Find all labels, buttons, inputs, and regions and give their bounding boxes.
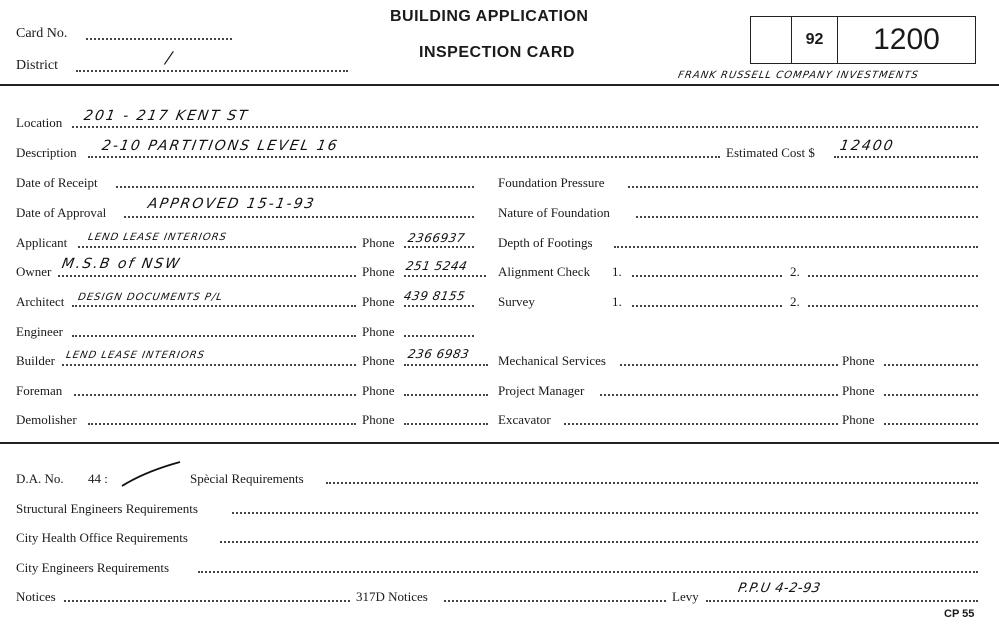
- architect-value: DESIGN DOCUMENTS P/L: [77, 292, 224, 303]
- mechanical-services-label: Mechanical Services: [498, 353, 606, 368]
- health-requirements-leader: [220, 541, 978, 543]
- foreman-leader: [74, 394, 356, 396]
- excavator-leader: [564, 423, 838, 425]
- mechanical-services-phone-label: Phone: [842, 353, 875, 368]
- project-manager-label: Project Manager: [498, 383, 585, 398]
- architect-phone-leader: [404, 305, 474, 307]
- location-label: Location: [16, 115, 63, 130]
- survey-2-leader: [808, 305, 978, 307]
- demolisher-phone-label: Phone: [362, 412, 395, 427]
- builder-value: LEND LEASE INTERIORS: [65, 350, 206, 361]
- alignment-check-label: Alignment Check: [498, 264, 591, 279]
- engineer-phone-label: Phone: [362, 324, 395, 339]
- engineer-leader: [72, 335, 356, 337]
- owner-label: Owner: [16, 264, 52, 279]
- project-manager-phone-leader: [884, 394, 978, 396]
- date-of-approval-leader: [124, 216, 474, 218]
- notices-leader: [64, 600, 350, 602]
- form-code: CP 55: [944, 608, 975, 620]
- district-value: /: [164, 48, 176, 67]
- location-value: 201 - 217 KENT ST: [82, 108, 251, 124]
- demolisher-label: Demolisher: [16, 412, 77, 427]
- applicant-phone: 2366937: [406, 231, 467, 245]
- date-of-receipt-label: Date of Receipt: [16, 175, 98, 190]
- foreman-label: Foreman: [16, 383, 63, 398]
- applicant-leader: [78, 246, 356, 248]
- nature-of-foundation-leader: [636, 216, 978, 218]
- alignment-check-1: 1.: [612, 264, 622, 279]
- builder-phone: 236 6983: [406, 347, 471, 361]
- owner-leader: [58, 275, 356, 277]
- demolisher-leader: [88, 423, 356, 425]
- district-leader: [76, 70, 348, 72]
- title-line-1: BUILDING APPLICATION: [390, 8, 589, 25]
- da-no-slash-mark: [118, 460, 184, 490]
- city-engineers-requirements-label: City Engineers Requirements: [16, 560, 170, 575]
- levy-label: Levy: [672, 589, 699, 604]
- architect-phone-label: Phone: [362, 294, 395, 309]
- notices-label: Notices: [16, 589, 56, 604]
- card-no-label: Card No.: [16, 26, 68, 41]
- builder-label: Builder: [16, 353, 55, 368]
- location-leader: [72, 126, 978, 128]
- excavator-label: Excavator: [498, 412, 551, 427]
- applicant-label: Applicant: [16, 235, 68, 250]
- special-requirements-leader: [326, 482, 978, 484]
- city-engineers-requirements-leader: [198, 571, 978, 573]
- header-rule: [0, 84, 999, 86]
- mechanical-services-phone-leader: [884, 364, 978, 366]
- structural-requirements-label: Structural Engineers Requirements: [16, 501, 198, 516]
- applicant-phone-leader: [404, 246, 474, 248]
- survey-label: Survey: [498, 294, 535, 309]
- district-label: District: [16, 58, 58, 73]
- card-no-leader: [86, 38, 232, 40]
- owner-phone-label: Phone: [362, 264, 395, 279]
- foreman-phone-label: Phone: [362, 383, 395, 398]
- foundation-pressure-leader: [628, 186, 978, 188]
- mechanical-services-leader: [620, 364, 838, 366]
- alignment-check-1-leader: [632, 275, 782, 277]
- health-requirements-label: City Health Office Requirements: [16, 530, 188, 545]
- special-requirements-label: Spècial Requirements: [190, 471, 304, 486]
- estimated-cost-leader: [834, 156, 978, 158]
- architect-phone: 439 8155: [402, 289, 467, 303]
- da-no-value: 44 :: [88, 471, 108, 486]
- project-manager-leader: [600, 394, 838, 396]
- excavator-phone-leader: [884, 423, 978, 425]
- owner-phone: 251 5244: [404, 259, 469, 273]
- levy-leader: [706, 600, 978, 602]
- foundation-pressure-label: Foundation Pressure: [498, 175, 605, 190]
- estimated-cost-label: Estimated Cost $: [726, 145, 815, 160]
- owner-phone-leader: [404, 275, 486, 277]
- survey-2: 2.: [790, 294, 800, 309]
- applicant-value: LEND LEASE INTERIORS: [87, 232, 228, 243]
- card-year: 92: [805, 31, 824, 48]
- card-box-left: [750, 16, 792, 64]
- applicant-phone-label: Phone: [362, 235, 395, 250]
- engineer-label: Engineer: [16, 324, 63, 339]
- description-leader: [88, 156, 720, 158]
- notices-317d-leader: [444, 600, 666, 602]
- card-box-year: [791, 16, 838, 64]
- builder-phone-label: Phone: [362, 353, 395, 368]
- survey-1-leader: [632, 305, 782, 307]
- title-line-2: INSPECTION CARD: [419, 44, 575, 61]
- date-of-approval-label: Date of Approval: [16, 205, 107, 220]
- foreman-phone-leader: [404, 394, 488, 396]
- estimated-cost-value: 12400: [838, 138, 896, 154]
- section-rule: [0, 442, 999, 444]
- nature-of-foundation-label: Nature of Foundation: [498, 205, 610, 220]
- da-no-label: D.A. No.: [16, 471, 64, 486]
- alignment-check-2: 2.: [790, 264, 800, 279]
- structural-requirements-leader: [232, 512, 978, 514]
- card-number: 1200: [873, 23, 940, 56]
- survey-1: 1.: [612, 294, 622, 309]
- date-of-receipt-leader: [116, 186, 474, 188]
- owner-note: FRANK RUSSELL COMPANY INVESTMENTS: [677, 70, 920, 81]
- card-box-number: [837, 16, 976, 64]
- description-label: Description: [16, 145, 77, 160]
- depth-of-footings-leader: [614, 246, 978, 248]
- description-value: 2-10 PARTITIONS LEVEL 16: [100, 138, 341, 154]
- depth-of-footings-label: Depth of Footings: [498, 235, 593, 250]
- architect-label: Architect: [16, 294, 65, 309]
- builder-leader: [62, 364, 356, 366]
- date-of-approval-value: APPROVED 15-1-93: [146, 196, 317, 212]
- excavator-phone-label: Phone: [842, 412, 875, 427]
- project-manager-phone-label: Phone: [842, 383, 875, 398]
- builder-phone-leader: [404, 364, 488, 366]
- demolisher-phone-leader: [404, 423, 488, 425]
- notices-317d-label: 317D Notices: [356, 589, 428, 604]
- alignment-check-2-leader: [808, 275, 978, 277]
- owner-value: M.S.B of NSW: [60, 256, 183, 272]
- engineer-phone-leader: [404, 335, 474, 337]
- levy-value: P.P.U 4-2-93: [736, 581, 822, 596]
